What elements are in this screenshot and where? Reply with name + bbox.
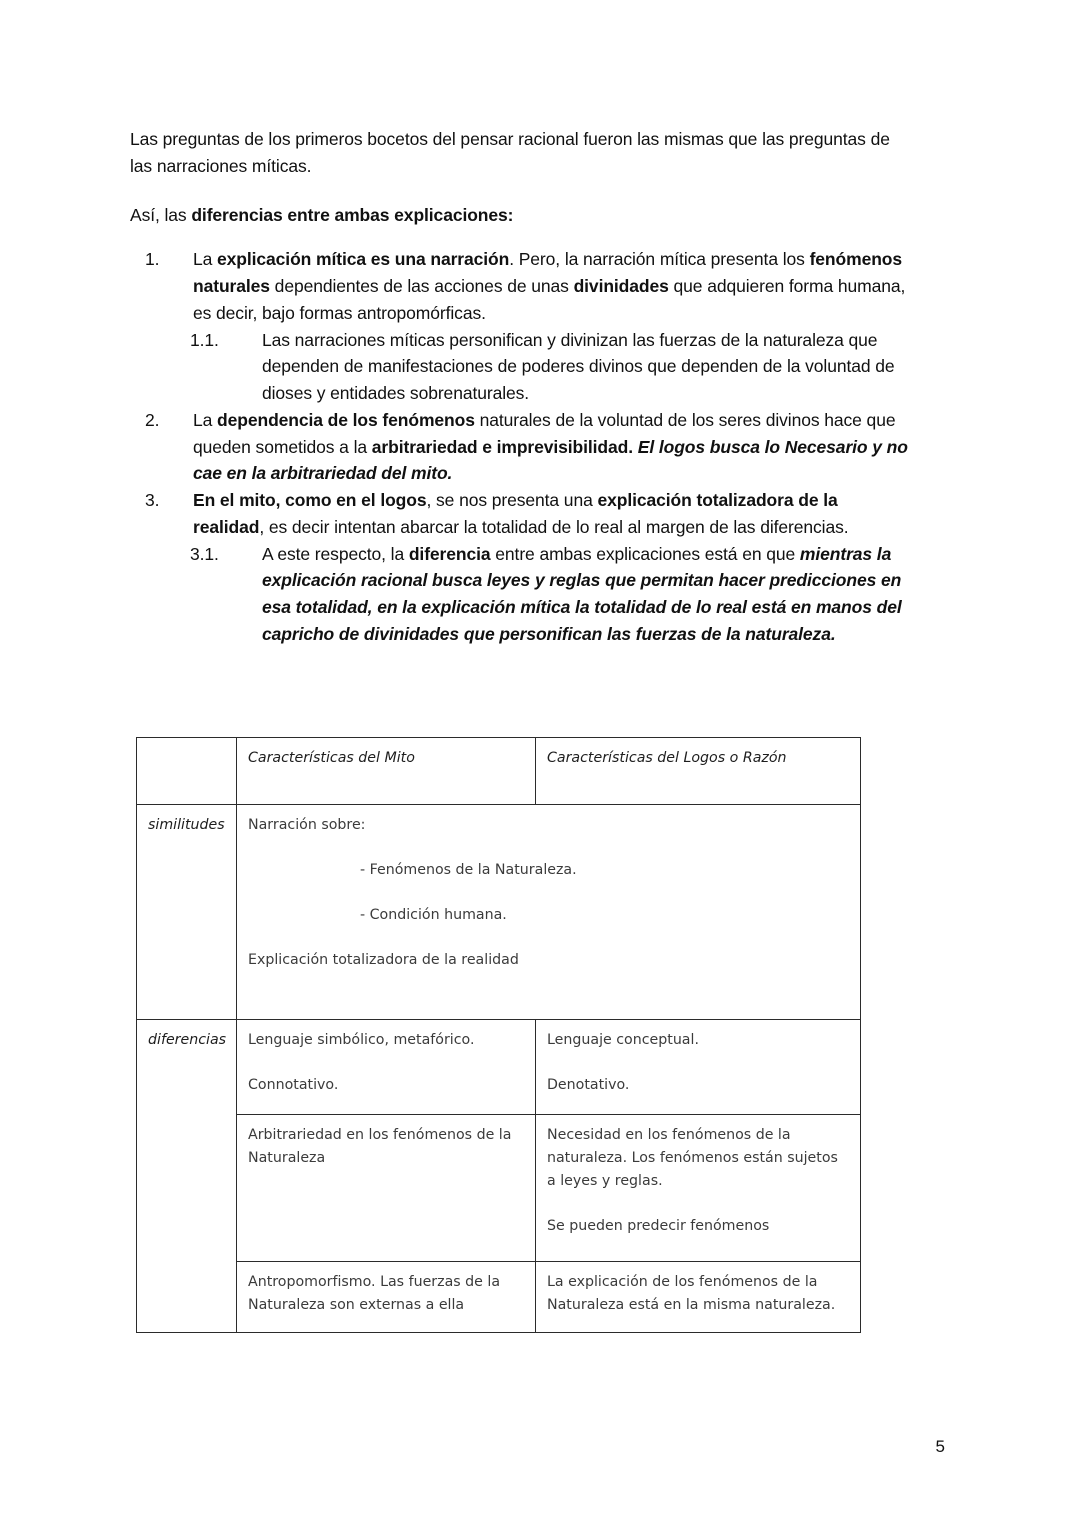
seg-normal: La — [193, 249, 218, 270]
row-label-similitudes: similitudes — [137, 805, 237, 1020]
seg-normal: , se nos presenta una — [426, 490, 598, 511]
table-row-diferencias-lenguaje — [137, 1020, 861, 1115]
table-row-diferencias-antropomorfismo — [137, 1262, 861, 1333]
cell-line: Antropomorfismo. Las fuerzas de la Naturaleza son externas a ella — [248, 1274, 501, 1313]
list-item-number: 2. — [145, 409, 160, 430]
table-header-row — [137, 738, 861, 805]
sub-list — [130, 327, 910, 407]
seg-bold: explicación mítica es una narración — [217, 249, 510, 270]
comparison-table — [136, 737, 861, 1333]
cell-logos-lenguaje — [536, 1020, 861, 1115]
cell-line: Lenguaje conceptual. — [547, 1032, 699, 1048]
comparison-table-wrapper — [136, 737, 860, 1333]
cell-mito-arbitrariedad — [237, 1115, 536, 1262]
cell-line: Arbitrariedad en los fenómenos de la Naturaleza — [248, 1127, 512, 1166]
list-item — [130, 246, 910, 326]
sub-list-item-text — [262, 544, 902, 644]
seg-normal: A este respecto, la — [262, 543, 409, 564]
row-label-diferencias: diferencias — [137, 1020, 237, 1333]
list-item-text — [193, 490, 849, 537]
seg-normal: que adquieren forma humana, es decir, bajo formas antropomórficas. — [193, 276, 906, 323]
seg-normal: entre ambas explicaciones está en que — [490, 543, 800, 564]
list-item-number: 1. — [145, 249, 160, 270]
seg-bold: fenómenos naturales — [193, 249, 903, 297]
cell-line: Se pueden predecir fenómenos — [547, 1218, 770, 1234]
cell-line: Connotativo. — [248, 1077, 339, 1093]
seg-bold: diferencia — [408, 543, 491, 564]
seg-bold: divinidades — [573, 276, 669, 297]
paragraph-lead-in — [130, 202, 910, 229]
numbered-list — [130, 246, 910, 647]
cell-line: Lenguaje simbólico, metafórico. — [248, 1032, 475, 1048]
cell-similitudes-content — [237, 805, 861, 1020]
cell-line: La explicación de los fenómenos de la Naturaleza está en la misma naturaleza. — [547, 1274, 836, 1313]
sub-list-item-number: 3.1. — [190, 543, 219, 564]
seg-bold: En el mito, como en el logos — [193, 490, 427, 511]
list-item-text — [193, 249, 905, 323]
similitudes-line: Narración sobre: — [248, 817, 366, 833]
sub-list — [130, 541, 910, 648]
cell-mito-lenguaje — [237, 1020, 536, 1115]
list-item-text — [193, 410, 908, 484]
sub-list-item-text: Las narraciones míticas personifican y divinizan las fuerzas de la naturaleza que dependen de manifestaciones de poderes divinos que dependen de la voluntad de dioses y entidades sobrenaturales. — [262, 329, 895, 404]
table-row-similitudes — [137, 805, 861, 1020]
similitudes-line: Explicación totalizadora de la realidad — [248, 952, 519, 968]
cell-line: Denotativo. — [547, 1077, 630, 1093]
cell-logos-necesidad — [536, 1115, 861, 1262]
seg-bold: arbitrariedad e imprevisibilidad. — [371, 436, 633, 457]
table-header-mito: Características del Mito — [237, 738, 536, 805]
similitudes-line: - Condición humana. — [360, 907, 507, 923]
paragraph-lead-in-normal: Así, las — [130, 204, 192, 225]
seg-normal: naturales de la voluntad de los seres divinos hace que queden sometidos a la — [193, 409, 896, 457]
cell-line: Necesidad en los fenómenos de la naturaleza. Los fenómenos están sujetos a leyes y reglas. — [547, 1127, 838, 1189]
page-number: 5 — [935, 1437, 945, 1456]
sub-list-item-number: 1.1. — [190, 329, 219, 350]
table-header-corner — [137, 738, 237, 805]
seg-bold: dependencia de los fenómenos — [217, 409, 475, 430]
seg-bold-italic: El logos busca lo Necesario y no cae en la arbitrariedad del mito. — [193, 436, 908, 484]
table-header-logos: Características del Logos o Razón — [536, 738, 861, 805]
seg-normal: La — [193, 409, 218, 430]
list-item — [130, 407, 910, 487]
table-row-diferencias-arbitrariedad — [137, 1115, 861, 1262]
paragraph-lead-in-bold: diferencias entre ambas explicaciones: — [191, 204, 514, 225]
similitudes-line: - Fenómenos de la Naturaleza. — [360, 862, 577, 878]
document-body — [130, 126, 910, 648]
list-item-number: 3. — [145, 490, 160, 511]
seg-normal: dependientes de las acciones de unas — [269, 276, 574, 297]
seg-bold-italic: mientras la explicación racional busca leyes y reglas que permitan hacer predicciones en esa totalidad, en la explicación mítica la totalidad de lo real está en manos del capricho de divinidades que personifican las fuerzas de la naturaleza. — [262, 543, 902, 645]
sub-list-item — [130, 541, 910, 648]
seg-bold: explicación totalizadora de la realidad — [193, 490, 838, 537]
cell-logos-explicacion — [536, 1262, 861, 1333]
cell-mito-antropomorfismo — [237, 1262, 536, 1333]
list-item — [130, 487, 910, 541]
seg-normal: . Pero, la narración mítica presenta los — [509, 249, 810, 270]
paragraph-intro: Las preguntas de los primeros bocetos del pensar racional fueron las mismas que las preguntas de las narraciones míticas. — [130, 129, 890, 176]
sub-list-item — [130, 327, 910, 407]
seg-normal: , es decir intentan abarcar la totalidad de lo real al margen de las diferencias. — [259, 516, 849, 537]
